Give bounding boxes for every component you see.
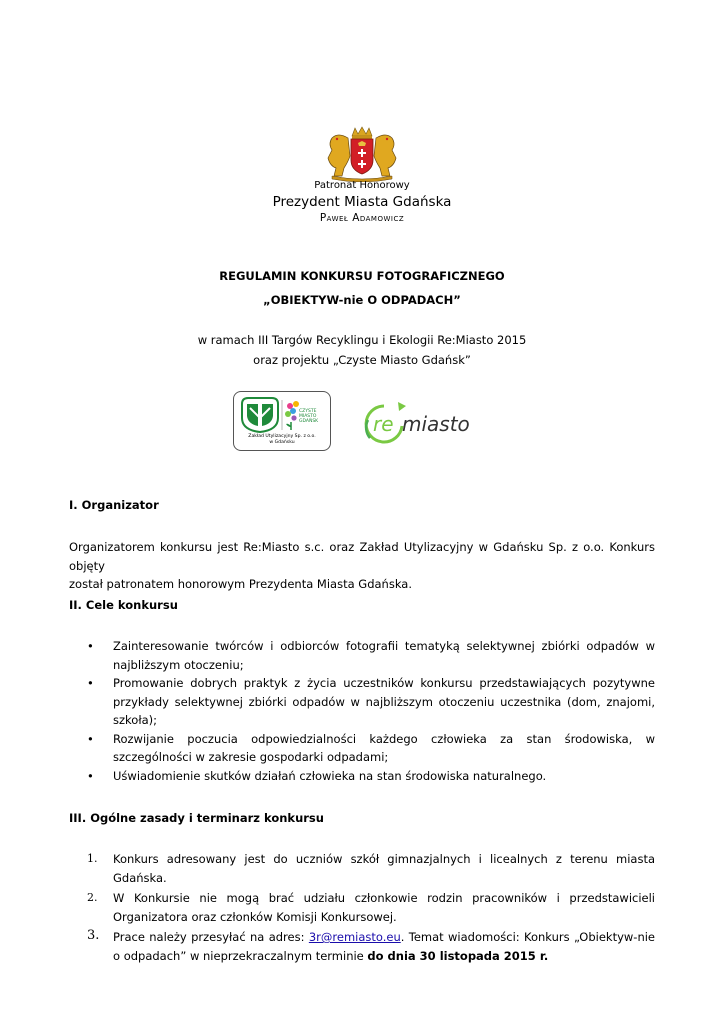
rule-text-continued: . Temat wiadomości: Konkurs „Obiektyw-nie o odpadach” w nieprzekraczalnym terminie bbox=[113, 930, 656, 963]
list-item bbox=[69, 928, 655, 965]
remiasto-re-text: re bbox=[373, 412, 394, 436]
rules-list bbox=[69, 850, 655, 965]
goals-list bbox=[69, 637, 655, 785]
patron-label: Patronat Honorowy bbox=[314, 180, 410, 191]
section-1-line-2: został patronatem honorowym Prezydenta Miasta Gdańska. bbox=[69, 577, 412, 591]
section-2-heading: II. Cele konkursu bbox=[69, 598, 178, 612]
patron-title: Prezydent Miasta Gdańska bbox=[272, 194, 452, 210]
remiasto-logo bbox=[362, 398, 490, 450]
list-item bbox=[69, 850, 655, 887]
zaklad-utylizacyjny-logo bbox=[233, 391, 331, 451]
section-1-line-1: Organizatorem konkursu jest Re:Miasto s.c. oraz Zakład Utylizacyjny w Gdańsku Sp. z o.o. Konkurs objęty bbox=[69, 540, 655, 573]
deadline-text: do dnia 30 listopada 2015 r. bbox=[367, 948, 549, 963]
subtitle-line-1: w ramach III Targów Recyklingu i Ekologii Re:Miasto 2015 bbox=[197, 333, 527, 347]
goal-text: Uświadomienie skutków działań człowieka na stan środowiska naturalnego. bbox=[113, 768, 547, 783]
list-number: 2. bbox=[87, 891, 98, 904]
zu-caption-line-2: w Gdańsku bbox=[269, 440, 295, 445]
list-item bbox=[69, 730, 655, 767]
goal-text: Rozwijanie poczucia odpowiedzialności każdego człowieka za stan środowiska, w szczególności w zakresie gospodarki odpadami; bbox=[113, 731, 655, 764]
document-title: REGULAMIN KONKURSU FOTOGRAFICZNEGO bbox=[219, 269, 505, 283]
rule-text: W Konkursie nie mogą brać udziału członkowie rodzin pracowników i przedstawicieli Organizatora oraz członków Komisji Konkursowej. bbox=[113, 891, 655, 924]
zu-logo-text-3: GDAŃSK bbox=[299, 419, 319, 424]
goal-text: Zainteresowanie twórców i odbiorców fotografii tematyką selektywnej zbiórki odpadów w najbliższym otoczeniu; bbox=[113, 639, 655, 672]
goal-text: Promowanie dobrych praktyk z życia uczestników konkursu przedstawiających pozytywne przykłady selektywnej zbiórki odpadów w najbliższym otoczeniu uczestnika (dom, znajomi, szkoła); bbox=[113, 676, 655, 727]
bullet-mark: • bbox=[87, 676, 94, 690]
bullet-mark: • bbox=[87, 639, 94, 653]
zu-logo-caption bbox=[234, 434, 330, 446]
bullet-mark: • bbox=[87, 768, 94, 783]
section-3-heading: III. Ogólne zasady i terminarz konkursu bbox=[69, 811, 324, 825]
bullet-mark: • bbox=[87, 731, 94, 746]
zu-caption-line-1: Zakład Utylizacyjny Sp. z o.o. bbox=[248, 434, 316, 439]
list-item bbox=[69, 767, 655, 786]
list-item bbox=[69, 637, 655, 674]
email-link[interactable]: 3r@remiasto.eu bbox=[308, 930, 401, 944]
list-item bbox=[69, 674, 655, 730]
contest-name: „OBIEKTYW-nie O ODPADACH” bbox=[263, 293, 461, 307]
rule-text: Konkurs adresowany jest do uczniów szkół gimnazjalnych i licealnych z terenu miasta Gdańska. bbox=[113, 852, 655, 885]
section-1-paragraph bbox=[69, 538, 655, 594]
remiasto-miasto-text: miasto bbox=[402, 412, 470, 436]
zaklad-utylizacyjny-emblem-icon bbox=[238, 396, 326, 434]
list-item bbox=[69, 889, 655, 926]
section-1-heading: I. Organizator bbox=[69, 498, 159, 512]
gdansk-coat-of-arms-icon bbox=[318, 126, 406, 182]
subtitle-line-2: oraz projektu „Czyste Miasto Gdańsk” bbox=[253, 353, 471, 367]
list-number: 1. bbox=[87, 852, 98, 865]
list-number: 3. bbox=[87, 928, 100, 943]
zu-logo-text-2: MIASTO bbox=[299, 414, 317, 419]
rule-text: Prace należy przesyłać na adres: bbox=[113, 930, 309, 944]
patron-name: Paweł Adamowicz bbox=[319, 212, 405, 224]
zu-logo-text-1: CZYSTE bbox=[299, 409, 317, 414]
